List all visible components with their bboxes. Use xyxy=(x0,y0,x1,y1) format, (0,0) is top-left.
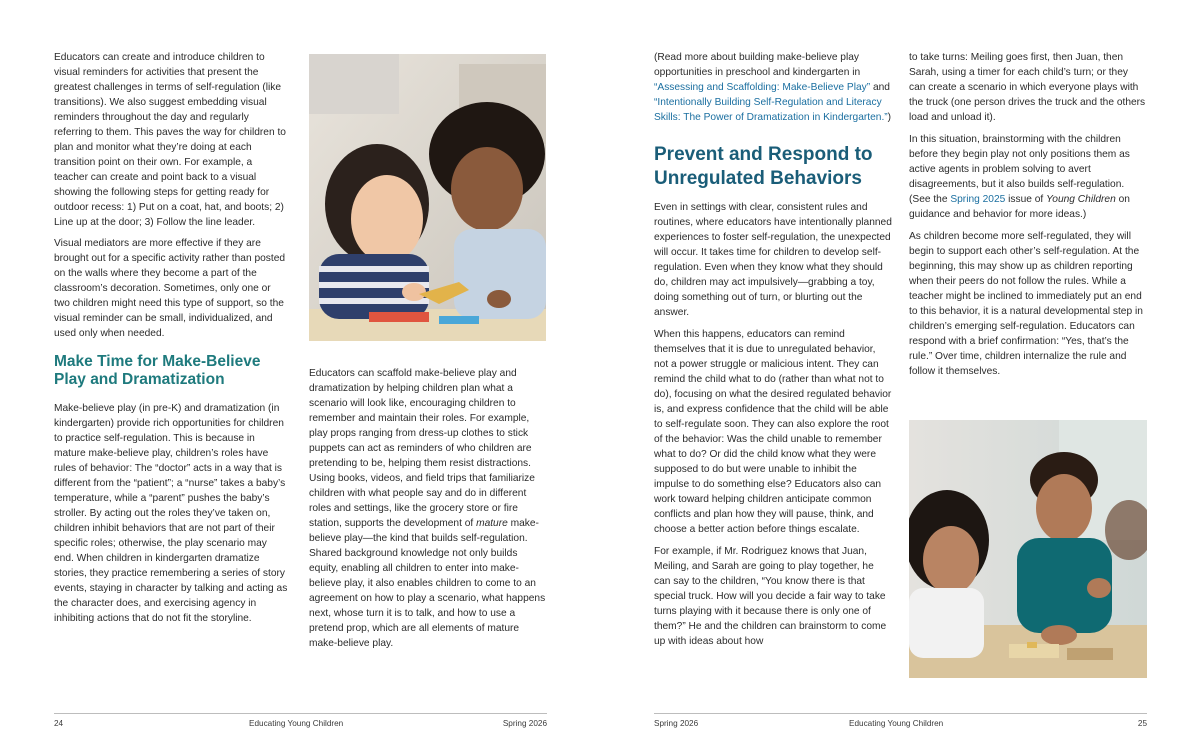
text-run: (Read more about building make-believe play opportunities in preschool and kindergarten in xyxy=(654,52,861,78)
paragraph: When this happens, educators can remind themselves that it is due to unregulated behavior, not a power struggle or malicious intent. They can remind the child what to do (rather than what not to do), focusing on what the desired regulated behavior is, and express confidence that the child will be able to self-regulate soon. They can also explore the root of the behavior: Was the child unable to remember what to do? Or did the child know what they were supposed to do but were unable to inhibit the impulse to do something else? Educators also can work toward helping children anticipate common conflicts and plan how they will pause, think, and choose a better action before things escalate. xyxy=(654,329,892,535)
children-playing-illustration xyxy=(309,54,546,341)
page-gutter xyxy=(596,0,604,752)
right-column-2 xyxy=(909,50,1147,386)
emphasis: mature xyxy=(476,518,508,529)
text-run: issue of xyxy=(1005,194,1047,205)
left-page-footer xyxy=(54,713,547,737)
paragraph: For example, if Mr. Rodriguez knows that Juan, Meiling, and Sarah are going to play together, he can say to the children, “You know there is that special truck. How will you decide a fair way to take turns playing with it because there is only one of them?” He and the children can brainstorm to come up with ideas about how xyxy=(654,546,887,647)
left-column-2 xyxy=(309,366,547,651)
issue-date: Spring 2026 xyxy=(654,719,699,728)
text-run: In this situation, brainstorming with the children before they begin play not only positions them as active agents in problem solving to avert disagreements, but it also builds self-regulation. (See the xyxy=(909,134,1130,205)
paragraph: As children become more self-regulated, they will begin to support each other’s self-regulation. At the beginning, this may show up as children reporting when their peers do not follow the rules. While a teacher might be inclined to immediately put an end to this behavior, it is a natural developmental step in children’s emerging self-regulation. Educators can respond with a brief confirmation: “Yes, that’s the rule.” Over time, children internalize the rule and follow it themselves. xyxy=(909,231,1143,377)
right-page-footer xyxy=(654,713,1147,737)
paragraph xyxy=(909,132,1147,222)
text-run: Educators can scaffold make-believe play and dramatization by helping children plan what a scenario will look like, encouraging children to remember and maintain their roles. For example, play props ranging from dress-up clothes to stick puppets can act as reminders of who children are pretending to be, helping them resist distractions. Using books, videos, and field trips that familiarize children with what people say and do in different roles and settings, like the grocery store or fire station, supports the development of xyxy=(309,368,535,529)
emphasis: Young Children xyxy=(1046,194,1116,205)
magazine-title: Educating Young Children xyxy=(849,719,944,728)
issue-link-spring-2025[interactable]: Spring 2025 xyxy=(950,194,1006,205)
text-run: and xyxy=(870,82,890,93)
paragraph: Make-believe play (in pre-K) and dramatization (in kindergarten) provide rich opportunities for children to practice self-regulation. This is because in mature make-believe play, children’s roles have rules of behavior: The “doctor” acts in a way that is different from the “patient”; a “nurse” takes a baby’s temperature, while a “parent” pushes the baby’s stroller. By acting out the roles they’ve taken on, children inhibit behaviors that are not part of their specific roles; otherwise, the play scenario may end. When children in kindergarten dramatize stories, they practice remembering a series of story events, staying in character by talking and acting as the character does, and exercising agency in inhibiting actions that do not fit the storyline. xyxy=(54,403,288,624)
text-run: on guidance and behavior for more ideas.) xyxy=(909,194,1130,220)
page-number: 24 xyxy=(54,719,64,728)
section-heading: Make Time for Make-Believe Play and Dramatization xyxy=(54,353,261,388)
paragraph xyxy=(654,50,892,125)
article-link-dramatization[interactable]: “Intentionally Building Self-Regulation and Literacy Skills: The Power of Dramatization in Kindergarten.” xyxy=(654,97,888,123)
paragraph: Educators can create and introduce children to visual reminders for activities that present the greatest challenges in terms of self-regulation (like transitions). We also suggest embedding visual reminders throughout the day and regularly referring to them. This paves the way for children to plan and monitor what they’re doing at each transition point on their own. For example, a teacher can create and point back to a visual showing the following steps for getting ready for outdoor recess: 1) Put on a coat, hat, and boots; 2) Line up at the door; 3) Follow the line leader. xyxy=(54,52,286,228)
section-heading: Prevent and Respond to Unregulated Behaviors xyxy=(654,144,873,189)
text-run: make-believe play—the kind that builds self-regulation. Shared background knowledge not only builds equity, enabling all children to enter into make-believe play, it also enables children to come to an agreement on how to play a scenario, what happens next, whose turn it is to talk, and how to use a pretend prop, which are all elements of mature make-believe play. xyxy=(309,518,546,649)
photo-children-playing xyxy=(309,54,546,341)
paragraph: Even in settings with clear, consistent rules and routines, where educators have intentionally planned experiences to foster self-regulation, the unexpected will occur. It takes time for children to develop self-regulation. Even when they know what they should do, children may act impulsively—grabbing a toy, doing something out of turn, or blurting out the answer. xyxy=(654,202,892,318)
paragraph xyxy=(309,366,547,651)
left-column-1 xyxy=(54,50,288,626)
paragraph: Visual mediators are more effective if they are brought out for a specific activity rather than posted on the walls where they become a part of the classroom’s decoration. Sometimes, only one or two children might need this type of support, so the visual reminder can be small, individualized, and used only when needed. xyxy=(54,238,286,339)
text-run: ) xyxy=(887,112,892,123)
right-column-1 xyxy=(654,50,892,656)
paragraph: to take turns: Meiling goes first, then Juan, then Sarah, using a timer for each child’s turn; or they can create a scenario in which everyone plays with the truck (one person drives the truck and the others load and unload it). xyxy=(909,52,1146,123)
photo-children-at-table xyxy=(909,420,1147,678)
magazine-title: Educating Young Children xyxy=(249,719,344,728)
article-link-make-believe[interactable]: “Assessing and Scaffolding: Make-Believe Play” xyxy=(654,82,871,93)
page-number: 25 xyxy=(1137,719,1147,728)
issue-date: Spring 2026 xyxy=(502,719,547,728)
children-at-table-illustration xyxy=(909,420,1147,678)
